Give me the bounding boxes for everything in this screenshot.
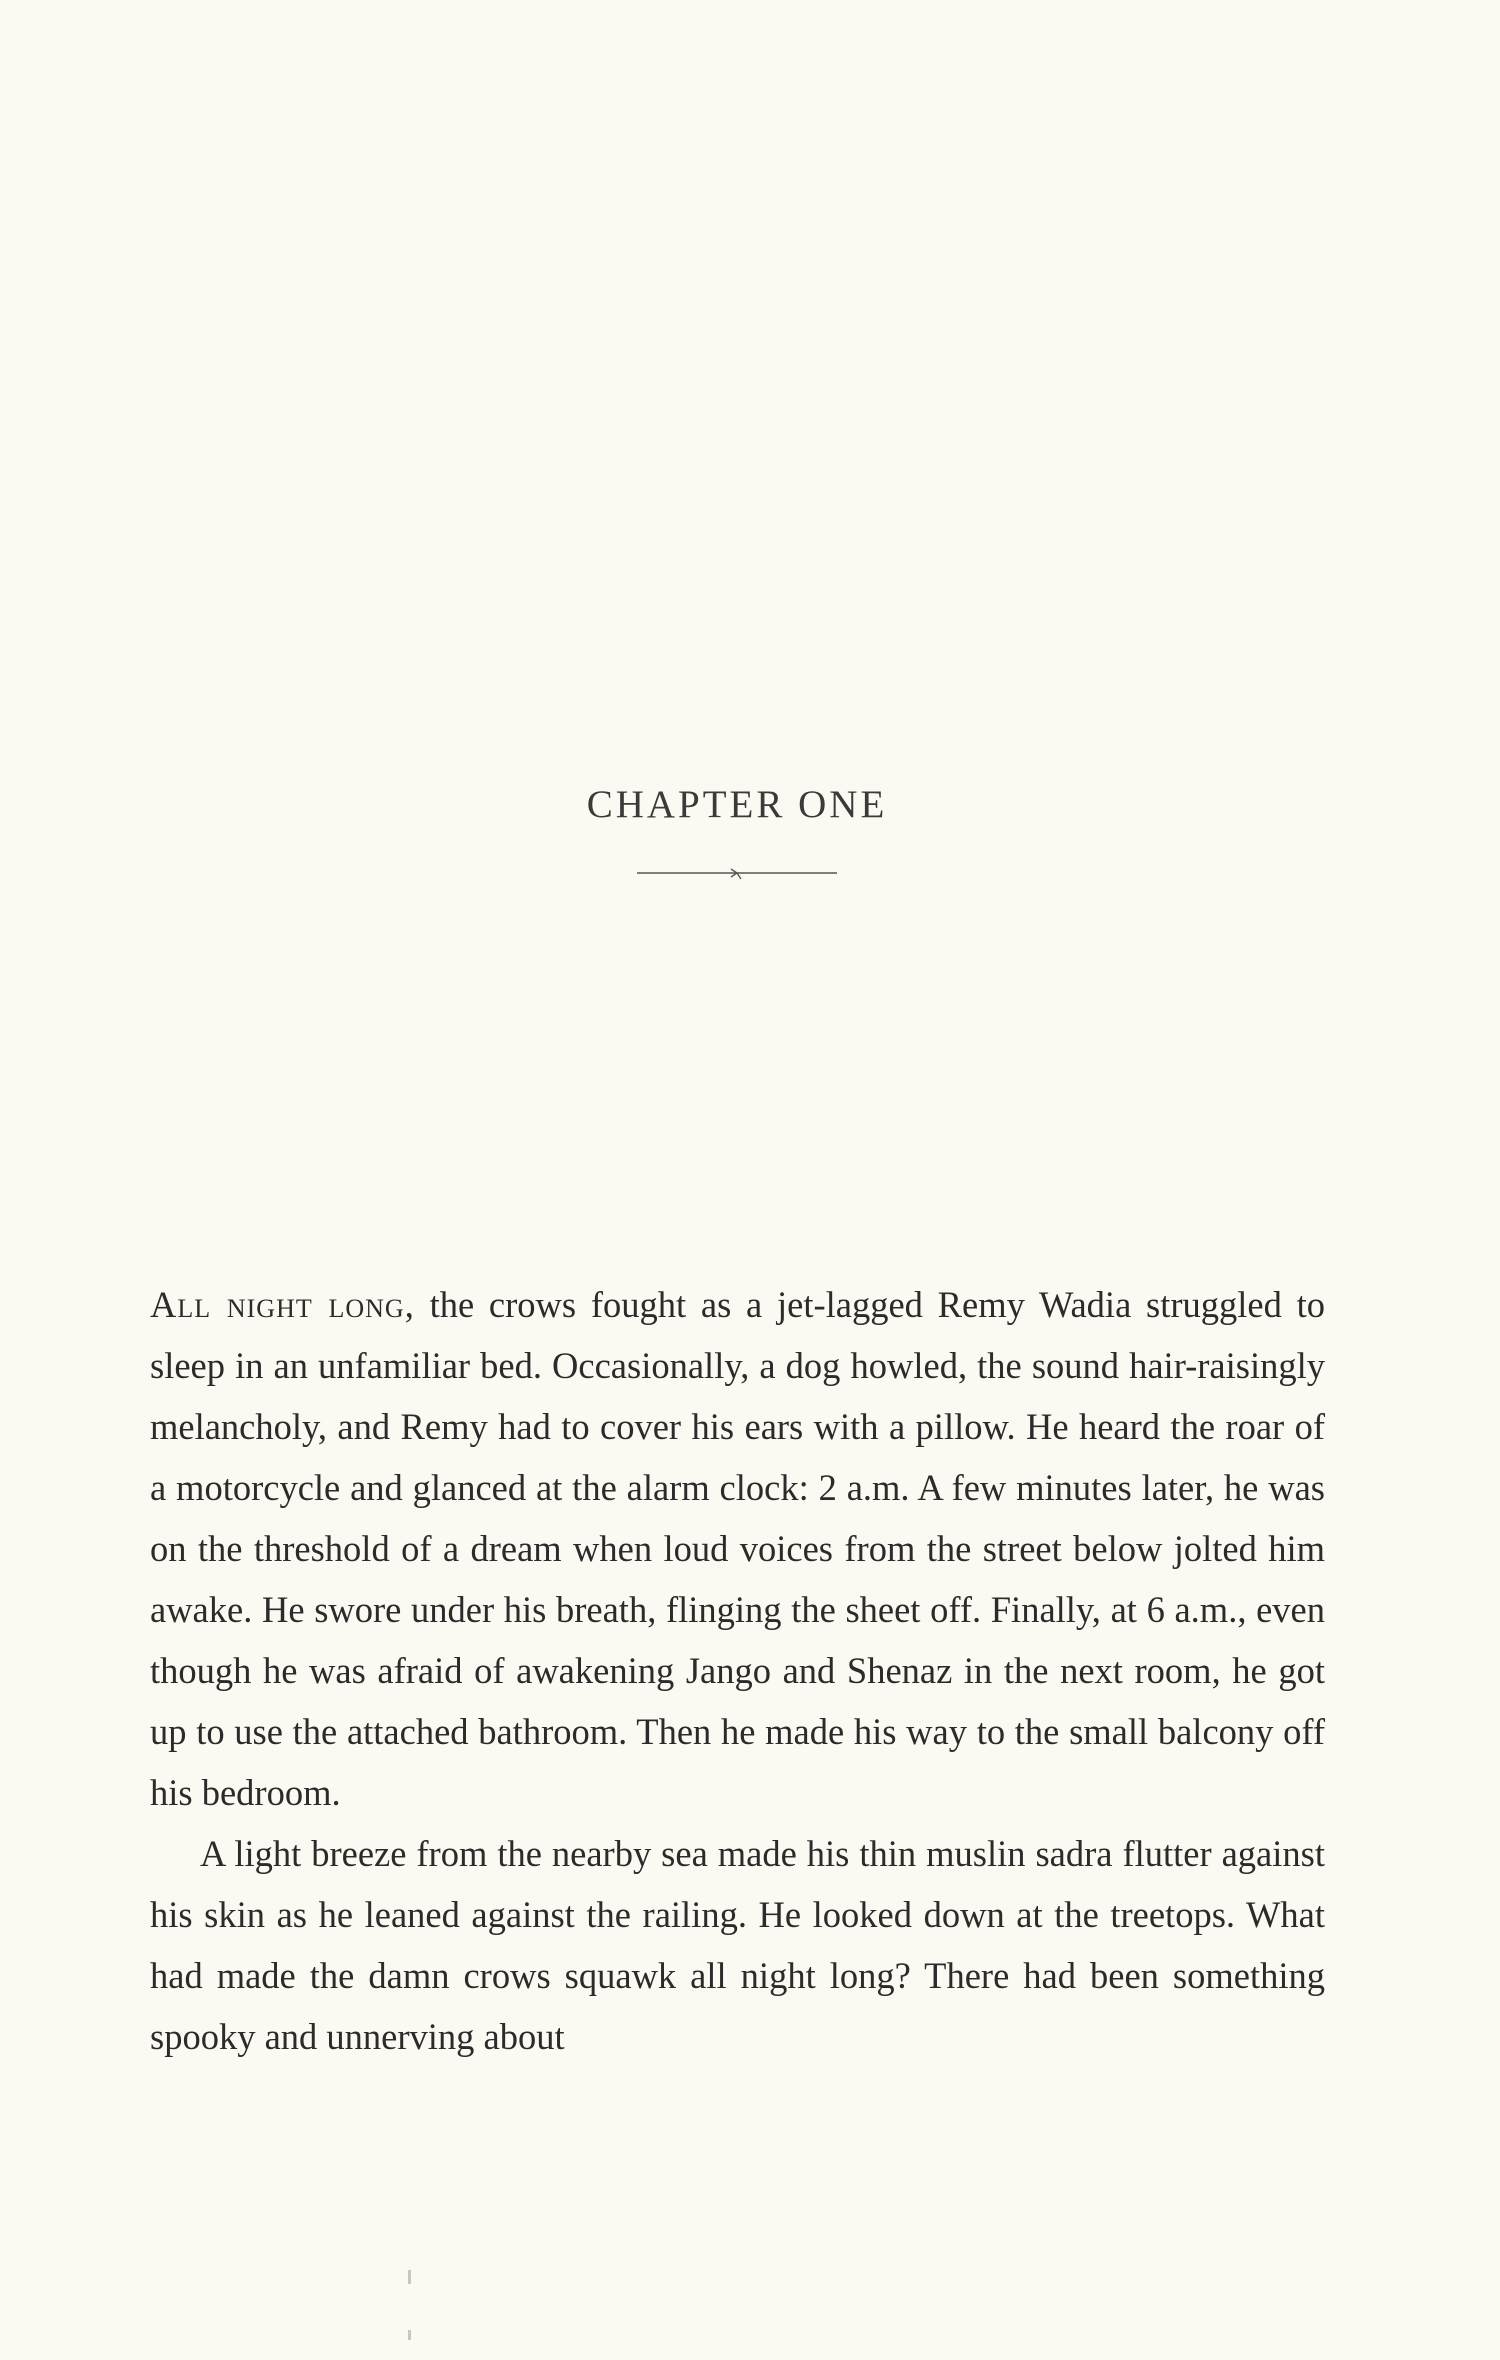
paragraph-2: A light breeze from the nearby sea made his thin muslin sadra flutter against his skin as he leaned against the railing. He looked down at the treetops. What had made the damn crows squawk all night long? There had been something spooky and unnerving about xyxy=(150,1833,1325,2057)
paragraph-1 xyxy=(150,1274,1325,1823)
paragraph-1-text: the crows fought as a jet-lagged Remy Wadia struggled to sleep in an unfamiliar bed. Occasionally, a dog howled, the sound hair-raisingly melancholy, and Remy had to cover his ears with a pillow. He heard the roar of a motorcycle and glanced at the alarm clock: 2 a.m. A few minutes later, he was on the threshold of a dream when loud voices from the street below jolted him awake. He swore under his breath, flinging the sheet off. Finally, at 6 a.m., even though he was afraid of awakening Jango and Shenaz in the next room, he got up to use the attached bathroom. Then he made his way to the small balcony off his bedroom. xyxy=(150,1284,1325,1813)
chapter-title: CHAPTER ONE xyxy=(586,783,888,826)
scan-mark xyxy=(408,2270,411,2284)
scan-mark xyxy=(408,2330,411,2340)
lead-in-smallcaps: All night long, xyxy=(150,1284,415,1325)
chapter-ornament-divider xyxy=(637,865,837,885)
chapter-body-text xyxy=(150,1274,1325,2067)
